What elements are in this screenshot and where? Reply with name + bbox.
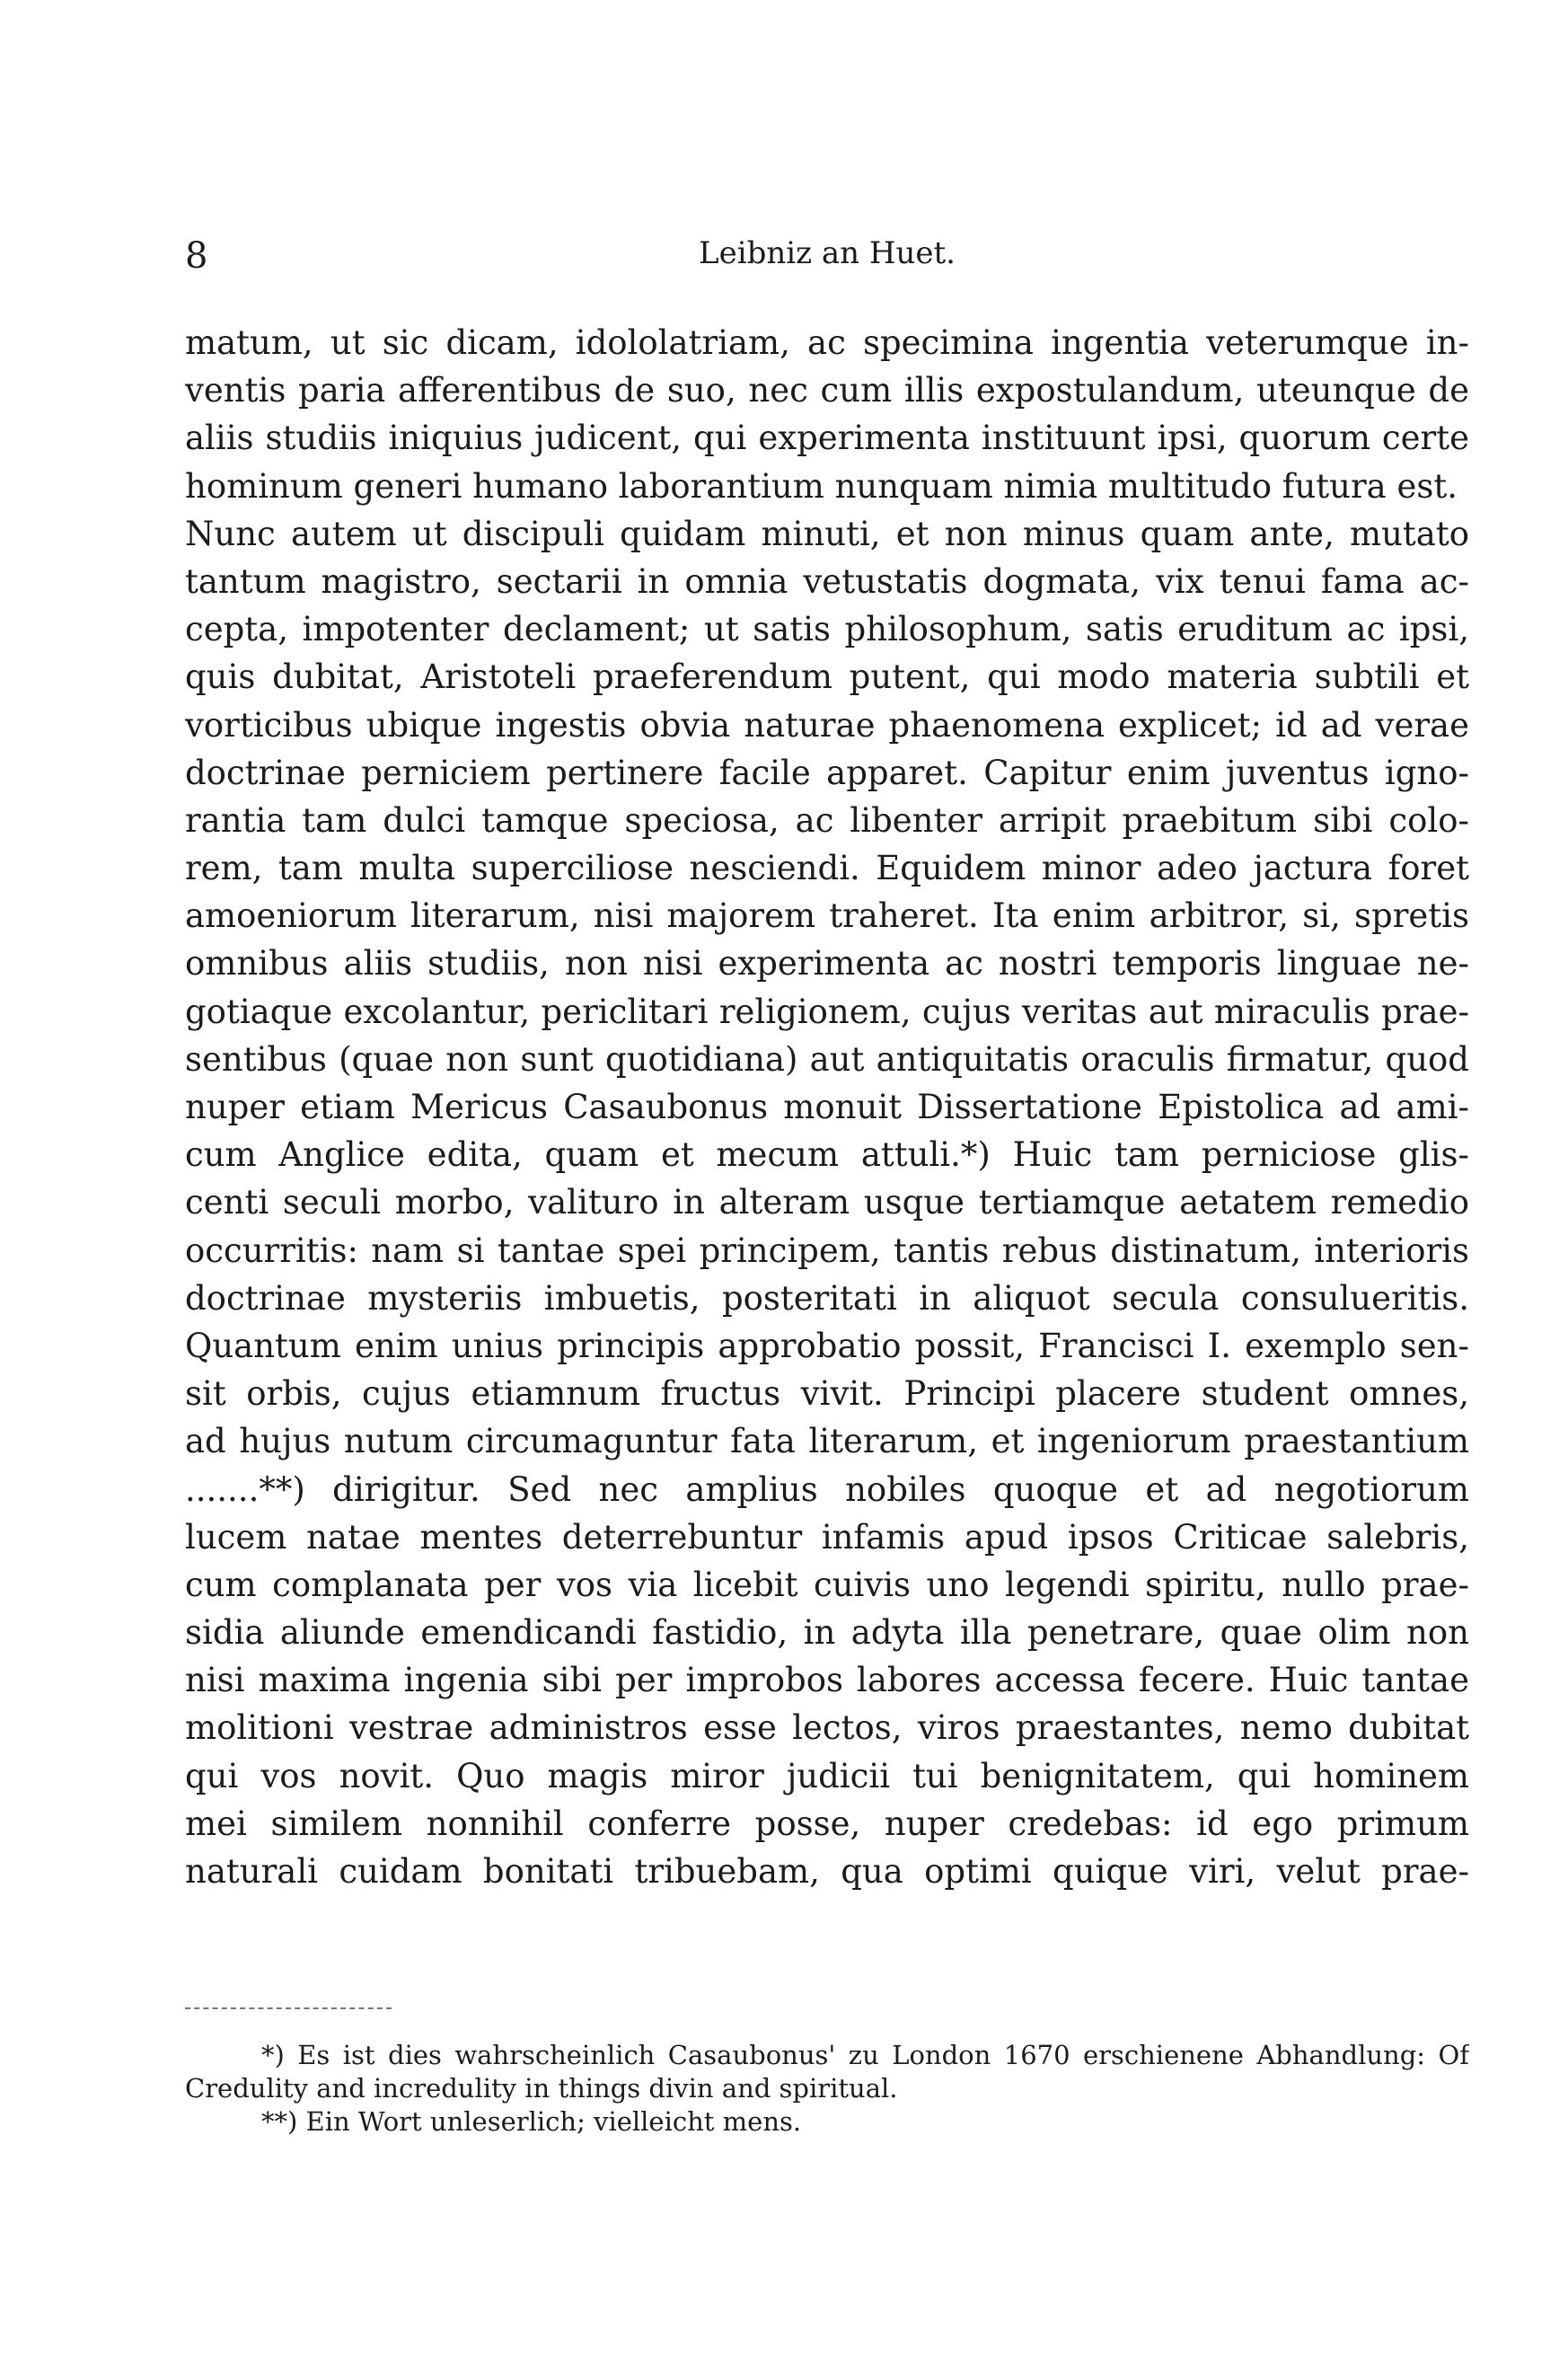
running-title: Leibniz an Huet. — [699, 235, 956, 271]
text-line: cum Anglice edita, quam et mecum attuli.*) Huic tam perniciose glis- — [185, 1135, 1469, 1175]
body-text — [185, 319, 1469, 1895]
text-line: qui vos novit. Quo magis miror judicii tui benignitatem, qui hominem — [185, 1756, 1469, 1795]
text-line: sentibus (quae non sunt quotidiana) aut antiquitatis oraculis firmatur, quod — [185, 1039, 1469, 1079]
footnote-separator — [185, 2007, 392, 2009]
text-line: naturali cuidam bonitati tribuebam, qua optimi quique viri, velut prae- — [185, 1852, 1469, 1891]
text-line: cepta, impotenter declament; ut satis philosophum, satis eruditum ac ipsi, — [185, 610, 1469, 649]
text-line: .......**) dirigitur. Sed nec amplius nobiles quoque et ad negotiorum — [185, 1469, 1469, 1509]
footnote-line: *) Es ist dies wahrscheinlich Casaubonus' zu London 1670 erschienene Abhandlung: Of — [261, 2040, 1469, 2070]
text-line: mei similem nonnihil conferre posse, nuper credebas: id ego primum — [185, 1804, 1469, 1843]
text-line: hominum generi humano laborantium nunquam nimia multitudo futura est. — [185, 466, 1458, 506]
text-line: lucem natae mentes deterrebuntur infamis apud ipsos Criticae salebris, — [185, 1517, 1469, 1557]
text-line: centi seculi morbo, valituro in alteram usque tertiamque aetatem remedio — [185, 1183, 1469, 1222]
text-line: omnibus aliis studiis, non nisi experimenta ac nostri temporis linguae ne- — [185, 944, 1469, 984]
text-line: vorticibus ubique ingestis obvia naturae phaenomena explicet; id ad verae — [185, 705, 1469, 745]
text-line: ventis paria afferentibus de suo, nec cum illis expostulandum, uteunque de — [185, 371, 1469, 410]
text-line: nisi maxima ingenia sibi per improbos labores accessa fecere. Huic tantae — [185, 1661, 1469, 1700]
text-line: doctrinae mysteriis imbuetis, posteritati in aliquot secula consulueritis. — [185, 1278, 1469, 1318]
text-line: matum, ut sic dicam, idololatriam, ac specimina ingentia veterumque in- — [185, 323, 1469, 362]
text-line: Quantum enim unius principis approbatio possit, Francisci I. exemplo sen- — [185, 1326, 1469, 1365]
text-line: gotiaque excolantur, periclitari religionem, cujus veritas aut miraculis prae- — [185, 992, 1469, 1031]
footnote-line: Credulity and incredulity in things divin and spiritual. — [185, 2073, 898, 2104]
text-line: rem, tam multa superciliose nesciendi. Equidem minor adeo jactura foret — [185, 849, 1469, 888]
text-line: tantum magistro, sectarii in omnia vetustatis dogmata, vix tenui fama ac- — [185, 561, 1469, 601]
text-line: rantia tam dulci tamque speciosa, ac libenter arripit praebitum sibi colo- — [185, 800, 1469, 840]
page-number: 8 — [185, 235, 208, 277]
text-line: quis dubitat, Aristoteli praeferendum putent, qui modo materia subtili et — [185, 657, 1469, 697]
text-line: amoeniorum literarum, nisi majorem traheret. Ita enim arbitror, si, spretis — [185, 896, 1469, 936]
text-line: cum complanata per vos via licebit cuivis uno legendi spiritu, nullo prae- — [185, 1565, 1469, 1604]
text-line: ad hujus nutum circumaguntur fata literarum, et ingeniorum praestantium — [185, 1422, 1469, 1461]
text-line: occurritis: nam si tantae spei principem, tantis rebus distinatum, interioris — [185, 1231, 1469, 1270]
text-line: sidia aliunde emendicandi fastidio, in adyta illa penetrare, quae olim non — [185, 1613, 1469, 1653]
text-line: doctrinae perniciem pertinere facile apparet. Capitur enim juventus igno- — [185, 753, 1469, 792]
footnote-line: **) Ein Wort unleserlich; vielleicht mens. — [261, 2106, 802, 2137]
running-head — [185, 235, 1469, 289]
text-line: Nunc autem ut discipuli quidam minuti, et non minus quam ante, mutato — [185, 514, 1469, 553]
text-line: nuper etiam Mericus Casaubonus monuit Dissertatione Epistolica ad ami- — [185, 1088, 1469, 1126]
text-line: aliis studiis iniquius judicent, qui experimenta instituunt ipsi, quorum certe — [185, 419, 1469, 458]
text-line: sit orbis, cujus etiamnum fructus vivit. Principi placere student omnes, — [185, 1374, 1469, 1414]
footnotes — [185, 2039, 1469, 2139]
text-line: molitioni vestrae administros esse lectos, viros praestantes, nemo dubitat — [185, 1708, 1469, 1748]
